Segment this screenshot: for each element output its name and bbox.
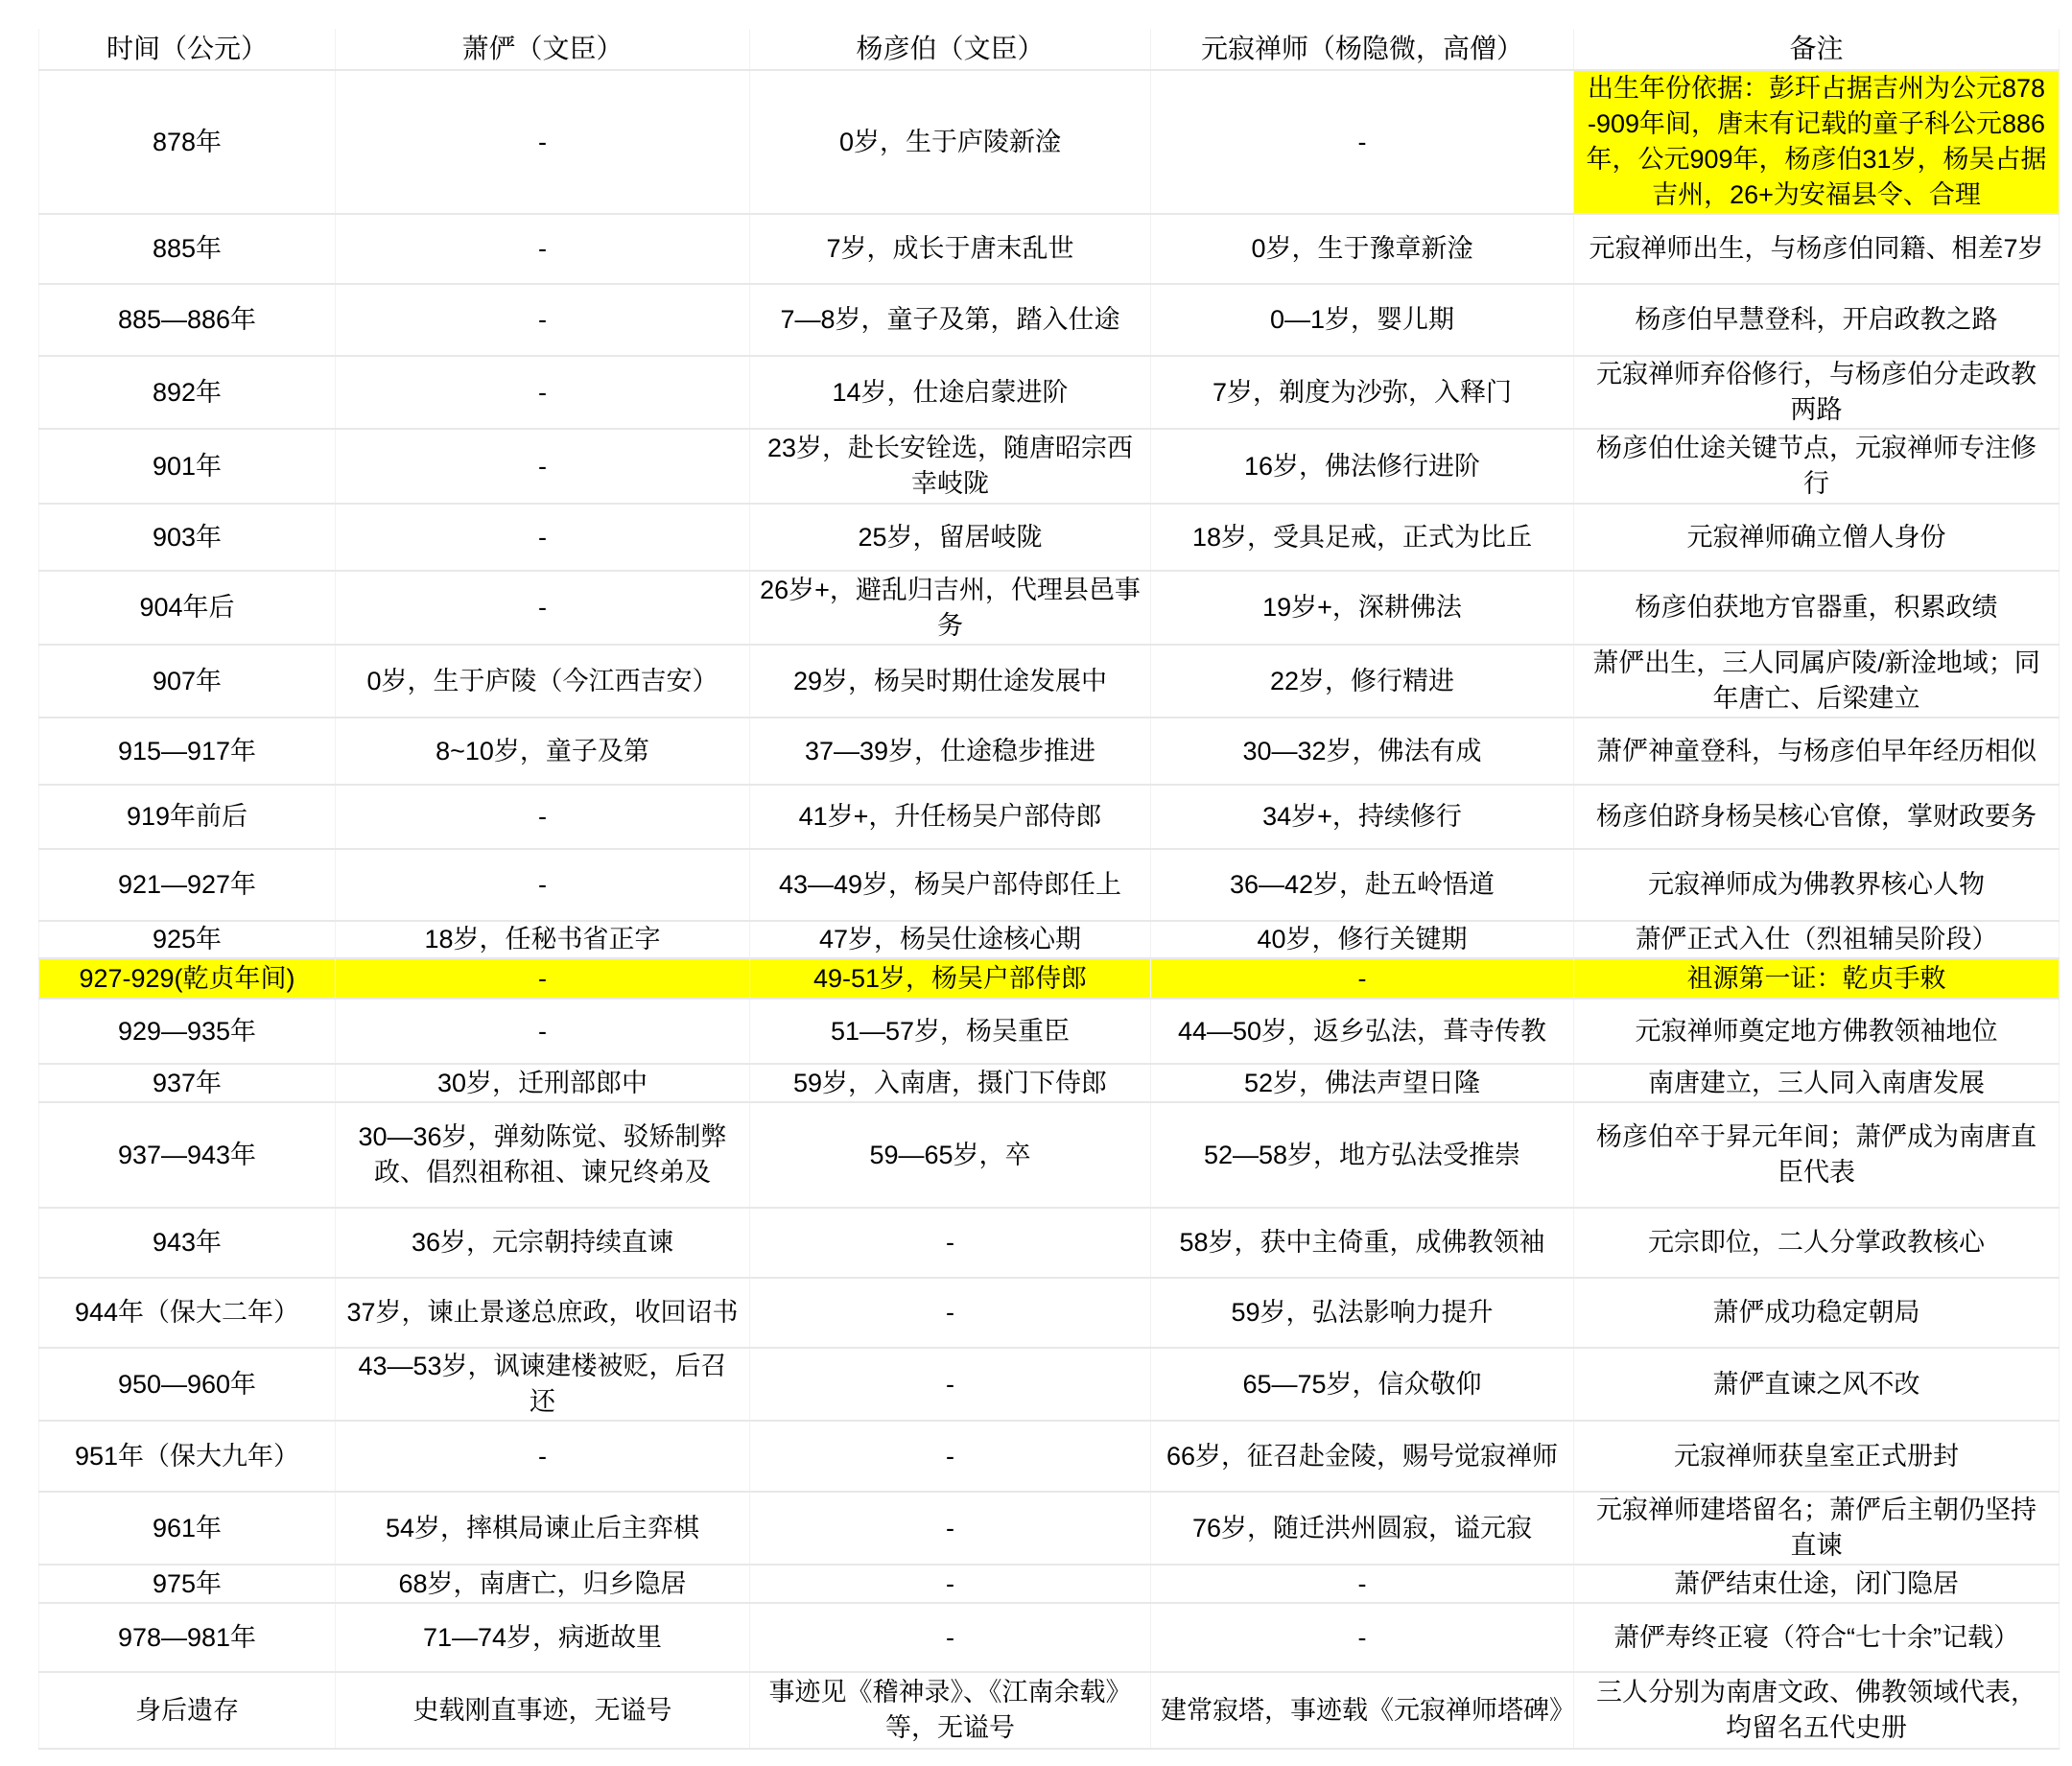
cell-yuanji-chanshi: 建常寂塔，事迹载《元寂禅师塔碑》 <box>1151 1672 1574 1749</box>
table-row <box>39 1421 2060 1492</box>
cell-note: 元寂禅师确立僧人身份 <box>1574 504 2060 571</box>
cell-xiao-yan: 8~10岁，童子及第 <box>336 718 750 785</box>
table-row <box>39 1672 2060 1749</box>
cell-time: 885年 <box>39 214 336 284</box>
cell-yang-yanbo: - <box>750 1421 1151 1492</box>
cell-yang-yanbo: - <box>750 1565 1151 1603</box>
cell-yuanji-chanshi: 30—32岁，佛法有成 <box>1151 718 1574 785</box>
cell-time: 937年 <box>39 1064 336 1102</box>
cell-xiao-yan: - <box>336 356 750 429</box>
table-row <box>39 284 2060 356</box>
cell-xiao-yan: - <box>336 284 750 356</box>
table-row <box>39 718 2060 785</box>
cell-yang-yanbo: 51—57岁，杨吴重臣 <box>750 999 1151 1064</box>
cell-yang-yanbo: 41岁+，升任杨吴户部侍郎 <box>750 785 1151 849</box>
cell-note: 杨彦伯获地方官器重，积累政绩 <box>1574 571 2060 645</box>
cell-yuanji-chanshi: 19岁+，深耕佛法 <box>1151 571 1574 645</box>
cell-yuanji-chanshi: 40岁，修行关键期 <box>1151 921 1574 958</box>
cell-time: 901年 <box>39 429 336 504</box>
cell-time: 903年 <box>39 504 336 571</box>
cell-note: 萧俨神童登科，与杨彦伯早年经历相似 <box>1574 718 2060 785</box>
cell-xiao-yan: 18岁，任秘书省正字 <box>336 921 750 958</box>
table-body <box>39 70 2060 1749</box>
cell-yuanji-chanshi: 66岁，征召赴金陵，赐号觉寂禅师 <box>1151 1421 1574 1492</box>
cell-note: 杨彦伯卒于昇元年间；萧俨成为南唐直臣代表 <box>1574 1102 2060 1208</box>
cell-note: 祖源第一证：乾贞手敕 <box>1574 958 2060 999</box>
cell-yang-yanbo: 26岁+，避乱归吉州，代理县邑事务 <box>750 571 1151 645</box>
cell-xiao-yan: - <box>336 1421 750 1492</box>
cell-note: 杨彦伯早慧登科，开启政教之路 <box>1574 284 2060 356</box>
cell-note: 萧俨出生，三人同属庐陵/新淦地域；同年唐亡、后梁建立 <box>1574 645 2060 718</box>
cell-note: 三人分别为南唐文政、佛教领域代表，均留名五代史册 <box>1574 1672 2060 1749</box>
table-row <box>39 70 2060 214</box>
cell-xiao-yan: 43—53岁，讽谏建楼被贬，后召还 <box>336 1348 750 1421</box>
table-row <box>39 1278 2060 1348</box>
table-row <box>39 1064 2060 1102</box>
cell-xiao-yan: - <box>336 571 750 645</box>
cell-note: 萧俨直谏之风不改 <box>1574 1348 2060 1421</box>
cell-time: 950—960年 <box>39 1348 336 1421</box>
table-row <box>39 785 2060 849</box>
cell-note: 元寂禅师建塔留名；萧俨后主朝仍坚持直谏 <box>1574 1492 2060 1565</box>
cell-time: 907年 <box>39 645 336 718</box>
cell-note: 萧俨正式入仕（烈祖辅吴阶段） <box>1574 921 2060 958</box>
cell-xiao-yan: 54岁，摔棋局谏止后主弈棋 <box>336 1492 750 1565</box>
cell-note: 元寂禅师奠定地方佛教领袖地位 <box>1574 999 2060 1064</box>
cell-note: 萧俨结束仕途，闭门隐居 <box>1574 1565 2060 1603</box>
cell-yang-yanbo: 事迹见《稽神录》、《江南余载》等，无谥号 <box>750 1672 1151 1749</box>
cell-xiao-yan: - <box>336 70 750 214</box>
cell-yuanji-chanshi: 16岁，佛法修行进阶 <box>1151 429 1574 504</box>
cell-yang-yanbo: 47岁，杨吴仕途核心期 <box>750 921 1151 958</box>
cell-yuanji-chanshi: - <box>1151 1603 1574 1672</box>
cell-time: 975年 <box>39 1565 336 1603</box>
table-row <box>39 1102 2060 1208</box>
cell-time: 892年 <box>39 356 336 429</box>
cell-time: 929—935年 <box>39 999 336 1064</box>
cell-xiao-yan: - <box>336 785 750 849</box>
cell-yang-yanbo: 37—39岁，仕途稳步推进 <box>750 718 1151 785</box>
cell-note: 元寂禅师获皇室正式册封 <box>1574 1421 2060 1492</box>
cell-yang-yanbo: - <box>750 1208 1151 1278</box>
cell-xiao-yan: 史载刚直事迹，无谥号 <box>336 1672 750 1749</box>
cell-xiao-yan: - <box>336 504 750 571</box>
cell-xiao-yan: 71—74岁，病逝故里 <box>336 1603 750 1672</box>
column-header-yuanji-chanshi: 元寂禅师（杨隐微，高僧） <box>1151 29 1574 70</box>
cell-yang-yanbo: - <box>750 1492 1151 1565</box>
cell-yuanji-chanshi: 0—1岁，婴儿期 <box>1151 284 1574 356</box>
cell-xiao-yan: 30—36岁，弹劾陈觉、驳矫制弊政、倡烈祖称祖、谏兄终弟及 <box>336 1102 750 1208</box>
cell-time: 943年 <box>39 1208 336 1278</box>
table-row <box>39 1208 2060 1278</box>
cell-yuanji-chanshi: 22岁，修行精进 <box>1151 645 1574 718</box>
column-header-xiao-yan: 萧俨（文臣） <box>336 29 750 70</box>
cell-time: 919年前后 <box>39 785 336 849</box>
cell-yuanji-chanshi: 58岁，获中主倚重，成佛教领袖 <box>1151 1208 1574 1278</box>
cell-time: 944年（保大二年） <box>39 1278 336 1348</box>
cell-note: 元寂禅师弃俗修行，与杨彦伯分走政教两路 <box>1574 356 2060 429</box>
cell-note: 南唐建立，三人同入南唐发展 <box>1574 1064 2060 1102</box>
cell-yang-yanbo: 7岁，成长于唐末乱世 <box>750 214 1151 284</box>
timeline-table <box>38 29 2060 1750</box>
cell-yuanji-chanshi: 18岁，受具足戒，正式为比丘 <box>1151 504 1574 571</box>
cell-yang-yanbo: - <box>750 1603 1151 1672</box>
cell-time: 925年 <box>39 921 336 958</box>
cell-yang-yanbo: - <box>750 1278 1151 1348</box>
cell-time: 904年后 <box>39 571 336 645</box>
cell-xiao-yan: - <box>336 849 750 921</box>
cell-note: 杨彦伯仕途关键节点，元寂禅师专注修行 <box>1574 429 2060 504</box>
cell-yuanji-chanshi: 7岁，剃度为沙弥，入释门 <box>1151 356 1574 429</box>
cell-yang-yanbo: 7—8岁，童子及第，踏入仕途 <box>750 284 1151 356</box>
cell-yang-yanbo: 23岁，赴长安铨选，随唐昭宗西幸岐陇 <box>750 429 1151 504</box>
cell-time: 885—886年 <box>39 284 336 356</box>
cell-xiao-yan: 36岁，元宗朝持续直谏 <box>336 1208 750 1278</box>
header-row <box>39 29 2060 70</box>
cell-note: 萧俨成功稳定朝局 <box>1574 1278 2060 1348</box>
table-row <box>39 849 2060 921</box>
cell-yuanji-chanshi: 44—50岁，返乡弘法，葺寺传教 <box>1151 999 1574 1064</box>
cell-time: 951年（保大九年） <box>39 1421 336 1492</box>
table-row <box>39 645 2060 718</box>
cell-note: 元宗即位，二人分掌政教核心 <box>1574 1208 2060 1278</box>
cell-yang-yanbo: 14岁，仕途启蒙进阶 <box>750 356 1151 429</box>
cell-note: 元寂禅师成为佛教界核心人物 <box>1574 849 2060 921</box>
cell-xiao-yan: 68岁，南唐亡，归乡隐居 <box>336 1565 750 1603</box>
cell-time: 978—981年 <box>39 1603 336 1672</box>
table-row <box>39 1565 2060 1603</box>
cell-yuanji-chanshi: - <box>1151 1565 1574 1603</box>
cell-time: 915—917年 <box>39 718 336 785</box>
cell-xiao-yan: 0岁，生于庐陵（今江西吉安） <box>336 645 750 718</box>
cell-xiao-yan: - <box>336 214 750 284</box>
cell-yang-yanbo: 49-51岁，杨吴户部侍郎 <box>750 958 1151 999</box>
cell-yang-yanbo: 0岁，生于庐陵新淦 <box>750 70 1151 214</box>
cell-yuanji-chanshi: 65—75岁，信众敬仰 <box>1151 1348 1574 1421</box>
cell-yang-yanbo: 25岁，留居岐陇 <box>750 504 1151 571</box>
cell-yang-yanbo: - <box>750 1348 1151 1421</box>
table-row <box>39 356 2060 429</box>
cell-note: 萧俨寿终正寝（符合“七十余”记载） <box>1574 1603 2060 1672</box>
cell-xiao-yan: - <box>336 958 750 999</box>
column-header-note: 备注 <box>1574 29 2060 70</box>
cell-yang-yanbo: 29岁，杨吴时期仕途发展中 <box>750 645 1151 718</box>
cell-yang-yanbo: 59—65岁，卒 <box>750 1102 1151 1208</box>
cell-yuanji-chanshi: - <box>1151 958 1574 999</box>
cell-time: 927-929(乾贞年间) <box>39 958 336 999</box>
column-header-yang-yanbo: 杨彦伯（文臣） <box>750 29 1151 70</box>
cell-time: 身后遗存 <box>39 1672 336 1749</box>
cell-time: 878年 <box>39 70 336 214</box>
cell-yuanji-chanshi: 34岁+，持续修行 <box>1151 785 1574 849</box>
cell-yuanji-chanshi: - <box>1151 70 1574 214</box>
cell-note: 杨彦伯跻身杨吴核心官僚，掌财政要务 <box>1574 785 2060 849</box>
table-row <box>39 921 2060 958</box>
cell-yuanji-chanshi: 59岁，弘法影响力提升 <box>1151 1278 1574 1348</box>
table-row <box>39 504 2060 571</box>
table-row <box>39 1603 2060 1672</box>
cell-xiao-yan: - <box>336 999 750 1064</box>
cell-xiao-yan: - <box>336 429 750 504</box>
cell-xiao-yan: 37岁，谏止景遂总庶政，收回诏书 <box>336 1278 750 1348</box>
cell-time: 921—927年 <box>39 849 336 921</box>
cell-yuanji-chanshi: 52—58岁，地方弘法受推崇 <box>1151 1102 1574 1208</box>
table-row <box>39 1348 2060 1421</box>
table-row <box>39 958 2060 999</box>
cell-yuanji-chanshi: 52岁，佛法声望日隆 <box>1151 1064 1574 1102</box>
cell-yang-yanbo: 43—49岁，杨吴户部侍郎任上 <box>750 849 1151 921</box>
column-header-time: 时间（公元） <box>39 29 336 70</box>
cell-note: 元寂禅师出生，与杨彦伯同籍、相差7岁 <box>1574 214 2060 284</box>
cell-time: 937—943年 <box>39 1102 336 1208</box>
table-row <box>39 429 2060 504</box>
cell-note: 出生年份依据：彭玕占据吉州为公元878-909年间，唐末有记载的童子科公元886年，公元909年，杨彦伯31岁，杨吴占据吉州，26+为安福县令、合理 <box>1574 70 2060 214</box>
table-row <box>39 1492 2060 1565</box>
cell-yang-yanbo: 59岁，入南唐，摄门下侍郎 <box>750 1064 1151 1102</box>
table-row <box>39 999 2060 1064</box>
cell-time: 961年 <box>39 1492 336 1565</box>
cell-yuanji-chanshi: 0岁，生于豫章新淦 <box>1151 214 1574 284</box>
cell-xiao-yan: 30岁，迁刑部郎中 <box>336 1064 750 1102</box>
table-row <box>39 571 2060 645</box>
cell-yuanji-chanshi: 76岁，随迁洪州圆寂，谥元寂 <box>1151 1492 1574 1565</box>
table-header <box>39 29 2060 70</box>
table-row <box>39 214 2060 284</box>
cell-yuanji-chanshi: 36—42岁，赴五岭悟道 <box>1151 849 1574 921</box>
